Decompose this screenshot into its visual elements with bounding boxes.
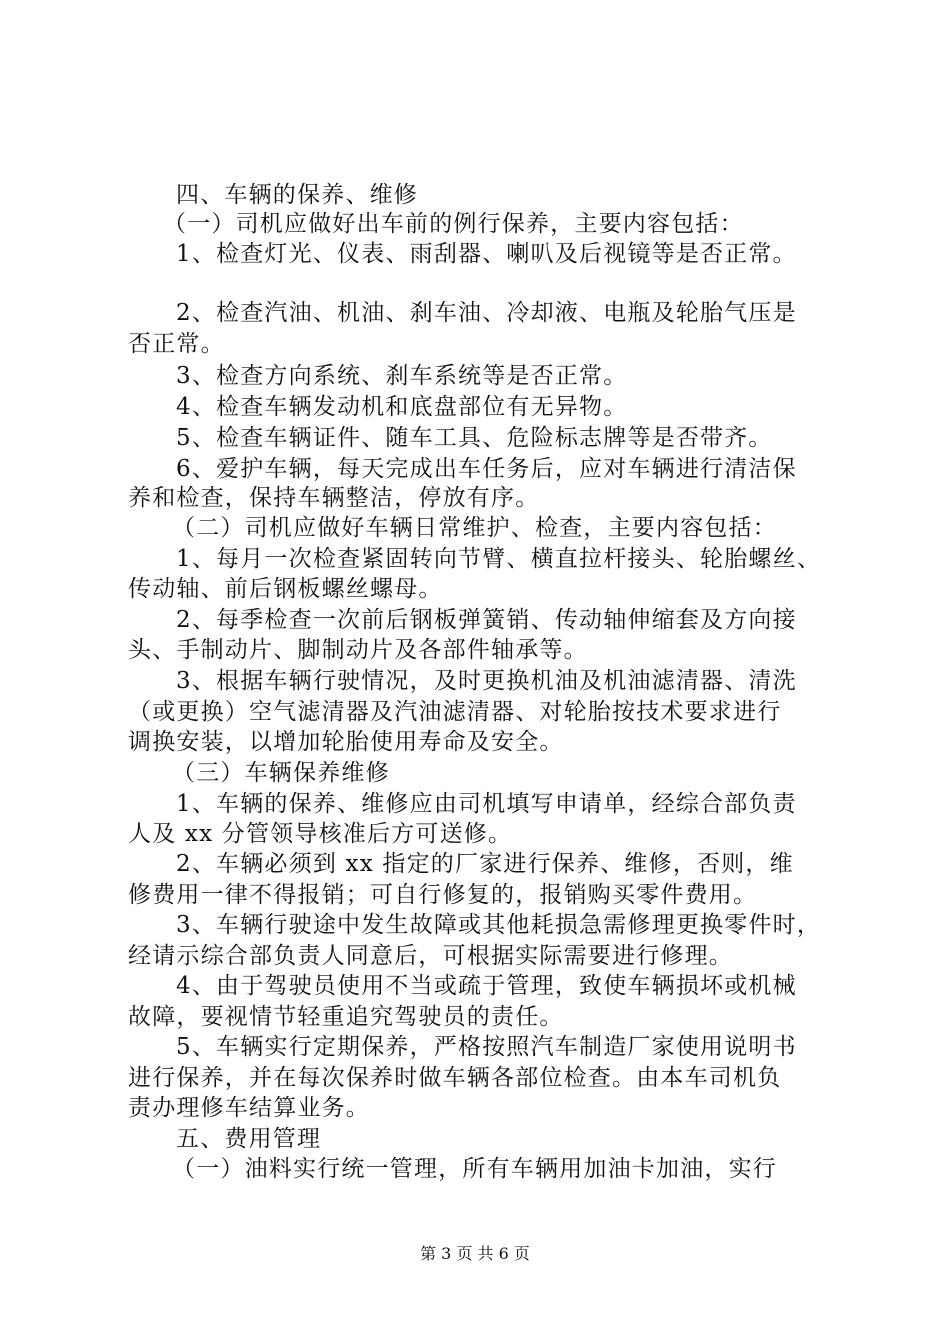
paragraph-line: 1、每月一次检查紧固转向节臂、横直拉杆接头、轮胎螺丝、	[176, 546, 822, 572]
paragraph-line: 5、车辆实行定期保养，严格按照汽车制造厂家使用说明书	[176, 1034, 797, 1060]
paragraph-line: 2、每季检查一次前后钢板弹簧销、传动轴伸缩套及方向接	[176, 607, 797, 633]
subsection-heading: （一）油料实行统一管理，所有车辆用加油卡加油，实行	[172, 1156, 777, 1182]
paragraph-line: 否正常。	[128, 331, 225, 357]
paragraph-line: 传动轴、前后钢板螺丝螺母。	[128, 576, 443, 602]
paragraph-line: 故障，要视情节轻重追究驾驶员的责任。	[128, 1004, 564, 1030]
paragraph-line: 1、车辆的保养、维修应由司机填写申请单，经综合部负责	[176, 791, 797, 817]
subsection-heading: （二）司机应做好车辆日常维护、检查，主要内容包括：	[172, 515, 777, 541]
paragraph-line: 3、检查方向系统、刹车系统等是否正常。	[176, 363, 628, 389]
page-number-footer: 第 3 页 共 6 页	[420, 1244, 530, 1263]
paragraph-line: （或更换）空气滤清器及汽油滤清器、对轮胎按技术要求进行	[128, 699, 782, 725]
subsection-heading: （三）车辆保养维修	[172, 760, 390, 786]
paragraph-line: 修费用一律不得报销；可自行修复的，报销购买零件费用。	[128, 882, 758, 908]
paragraph-line: 1、检查灯光、仪表、雨刮器、喇叭及后视镜等是否正常。	[176, 241, 797, 267]
paragraph-line: 2、车辆必须到 xx 指定的厂家进行保养、维修，否则，维	[176, 851, 794, 877]
paragraph-line: 3、车辆行驶途中发生故障或其他耗损急需修理更换零件时，	[176, 912, 822, 938]
paragraph-line: 2、检查汽油、机油、刹车油、冷却液、电瓶及轮胎气压是	[176, 300, 797, 326]
section-heading: 五、费用管理	[176, 1126, 322, 1152]
paragraph-line: 养和检查，保持车辆整洁，停放有序。	[128, 485, 540, 511]
paragraph-line: 6、爱护车辆，每天完成出车任务后，应对车辆进行清洁保	[176, 456, 797, 482]
paragraph-line: 进行保养，并在每次保养时做车辆各部位检查。由本车司机负	[128, 1065, 782, 1091]
paragraph-line: 头、手制动片、脚制动片及各部件轴承等。	[128, 637, 588, 663]
paragraph-line: 4、由于驾驶员使用不当或疏于管理，致使车辆损坏或机械	[176, 973, 797, 999]
paragraph-line: 5、检查车辆证件、随车工具、危险标志牌等是否带齐。	[176, 425, 773, 451]
paragraph-line: 经请示综合部负责人同意后，可根据实际需要进行修理。	[128, 943, 733, 969]
paragraph-line: 3、根据车辆行驶情况，及时更换机油及机油滤清器、清洗	[176, 668, 797, 694]
subsection-heading: （一）司机应做好出车前的例行保养，主要内容包括：	[163, 211, 744, 237]
paragraph-line: 调换安装，以增加轮胎使用寿命及安全。	[128, 729, 564, 755]
section-heading: 四、车辆的保养、维修	[176, 182, 418, 208]
paragraph-line: 责办理修车结算业务。	[128, 1095, 370, 1121]
paragraph-line: 人及 xx 分管领导核准后方可送修。	[128, 821, 513, 847]
paragraph-line: 4、检查车辆发动机和底盘部位有无异物。	[176, 394, 628, 420]
